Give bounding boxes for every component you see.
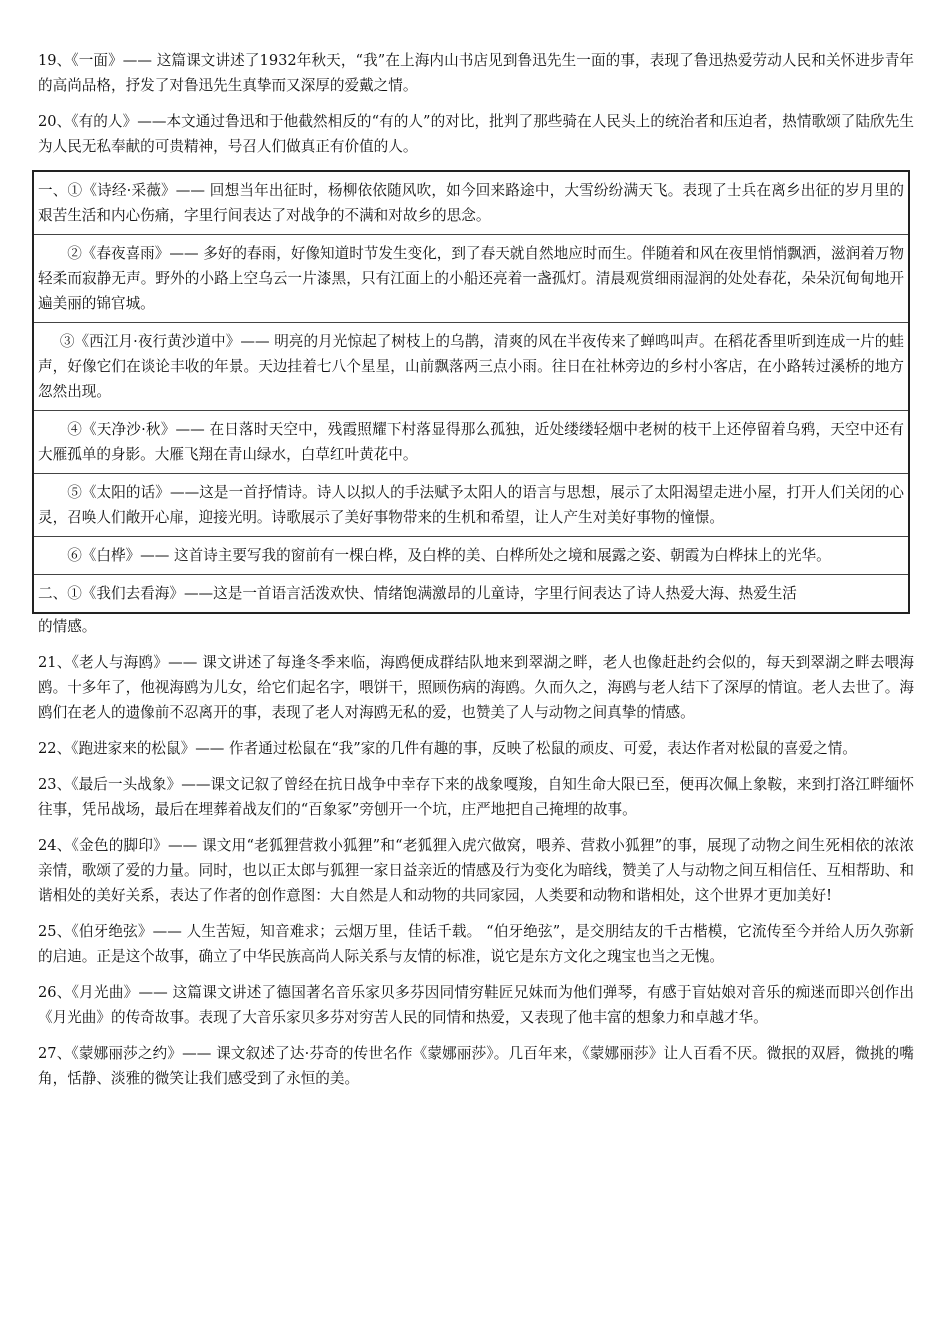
box-tail-text: 的情感。 (38, 618, 97, 635)
paragraph-21: 21、《老人与海鸥》—— 课文讲述了每逢冬季来临，海鸥便成群结队地来到翠湖之畔，老人也像赶赴约会似的，每天到翠湖之畔去喂海鸥。十多年了，他视海鸥为儿女，给它们起名字，喂饼干，照顾伤病的海鸥。久而久之，海鸥与老人结下了深厚的情谊。老人去世了。海鸥们在老人的遗像前不忍离开的事，表现了老人对海鸥无私的爱，也赞美了人与动物之间真挚的情感。 (38, 654, 914, 721)
paragraph-25: 25、《伯牙绝弦》—— 人生苦短，知音难求；云烟万里，佳话千载。 “伯牙绝弦”，是交朋结友的千古楷模，它流传至今并给人历久弥新的启迪。正是这个故事，确立了中华民族高尚人际关系与友情的标准，说它是东方文化之瑰宝也当之无愧。 (38, 923, 914, 965)
paragraph-27: 27、《蒙娜丽莎之约》—— 课文叙述了达·芬奇的传世名作《蒙娜丽莎》。几百年来，《蒙娜丽莎》让人百看不厌。微抿的双唇，微挑的嘴角，恬静、淡雅的微笑让我们感受到了永恒的美。 (38, 1045, 914, 1087)
box-paragraph-xijiangyue: ③《西江月·夜行黄沙道中》—— 明亮的月光惊起了树枝上的乌鹊，清爽的风在半夜传来了蝉鸣叫声。在稻花香里听到连成一片的蛙声，好像它们在谈论丰收的年景。天边挂着七八个星星，山前飘落两三点小雨。往日在社林旁边的乡村小客店，在小路转过溪桥的地方忽然出现。 (34, 323, 908, 411)
paragraph-19: 19、《一面》—— 这篇课文讲述了1932年秋天，“我”在上海内山书店见到鲁迅先生一面的事，表现了鲁迅热爱劳动人民和关怀进步青年的高尚品格，抒发了对鲁迅先生真挚而又深厚的爱戴之情。 (38, 52, 914, 94)
box-paragraph-taiyang: ⑤《太阳的话》——这是一首抒情诗。诗人以拟人的手法赋予太阳人的语言与思想，展示了太阳渴望走进小屋，打开人们关闭的心灵，召唤人们敞开心扉，迎接光明。诗歌展示了美好事物带来的生机和希望，让人产生对美好事物的憧憬。 (34, 474, 908, 537)
paragraph-22: 22、《跑进家来的松鼠》—— 作者通过松鼠在“我”家的几件有趣的事，反映了松鼠的顽皮、可爱，表达作者对松鼠的喜爱之情。 (38, 740, 857, 757)
paragraph-24: 24、《金色的脚印》—— 课文用“老狐狸营救小狐狸”和“老狐狸入虎穴做窝，喂养、营救小狐狸”的事，展现了动物之间生死相依的浓浓亲情，歌颂了爱的力量。同时，也以正太郎与狐狸一家日益亲近的情感及行为变化为暗线，赞美了人与动物之间互相信任、互相帮助、和谐相处的美好关系，表达了作者的创作意图：大自然是人和动物的共同家园，人类要和动物和谐相处，这个世界才更加美好! (38, 837, 914, 904)
paragraph-23: 23、《最后一头战象》——课文记叙了曾经在抗日战争中幸存下来的战象嘎羧，自知生命大限已至，便再次佩上象鞍，来到打洛江畔缅怀往事，凭吊战场，最后在埋葬着战友们的“百象冢”旁刨开一个坑，庄严地把自己掩埋的故事。 (38, 776, 914, 818)
box-paragraph-chunye: ②《春夜喜雨》—— 多好的春雨，好像知道时节发生变化，到了春天就自然地应时而生。伴随着和风在夜里悄悄飘洒，滋润着万物轻柔而寂静无声。野外的小路上空乌云一片漆黑，只有江面上的小船还亮着一盏孤灯。清晨观赏细雨湿润的处处春花，朵朵沉甸甸地开遍美丽的锦官城。 (34, 235, 908, 323)
poem-summary-box (32, 170, 910, 614)
paragraph-20: 20、《有的人》——本文通过鲁迅和于他截然相反的“有的人”的对比，批判了那些骑在人民头上的统治者和压迫者，热情歌颂了陆欣先生为人民无私奉献的可贵精神，号召人们做真正有价值的人。 (38, 113, 914, 155)
box-paragraph-tianjingsha: ④《天净沙·秋》—— 在日落时天空中，残霞照耀下村落显得那么孤独，近处缕缕轻烟中老树的枝干上还停留着乌鸦，天空中还有大雁孤单的身影。大雁飞翔在青山绿水，白草红叶黄花中。 (34, 411, 908, 474)
box-paragraph-kanhai: 二、①《我们去看海》——这是一首语言活泼欢快、情绪饱满激昂的儿童诗，字里行间表达了诗人热爱大海、热爱生活 (38, 585, 797, 602)
box-paragraph-caiwei: 一、①《诗经·采薇》—— 回想当年出征时，杨柳依依随风吹，如今回来路途中，大雪纷纷满天飞。表现了士兵在离乡出征的岁月里的艰苦生活和内心伤痛，字里行间表达了对战争的不满和对故乡的思念。 (34, 172, 908, 235)
paragraph-26: 26、《月光曲》—— 这篇课文讲述了德国著名音乐家贝多芬因同情穷鞋匠兄妹而为他们弹琴，有感于盲姑娘对音乐的痴迷而即兴创作出《月光曲》的传奇故事。表现了大音乐家贝多芬对穷苦人民的同情和热爱，又表现了他丰富的想象力和卓越才华。 (38, 984, 914, 1026)
box-paragraph-baihua: ⑥《白桦》—— 这首诗主要写我的窗前有一棵白桦，及白桦的美、白桦所处之境和展露之姿、朝霞为白桦抹上的光华。 (34, 537, 908, 575)
document-page (38, 48, 914, 1102)
